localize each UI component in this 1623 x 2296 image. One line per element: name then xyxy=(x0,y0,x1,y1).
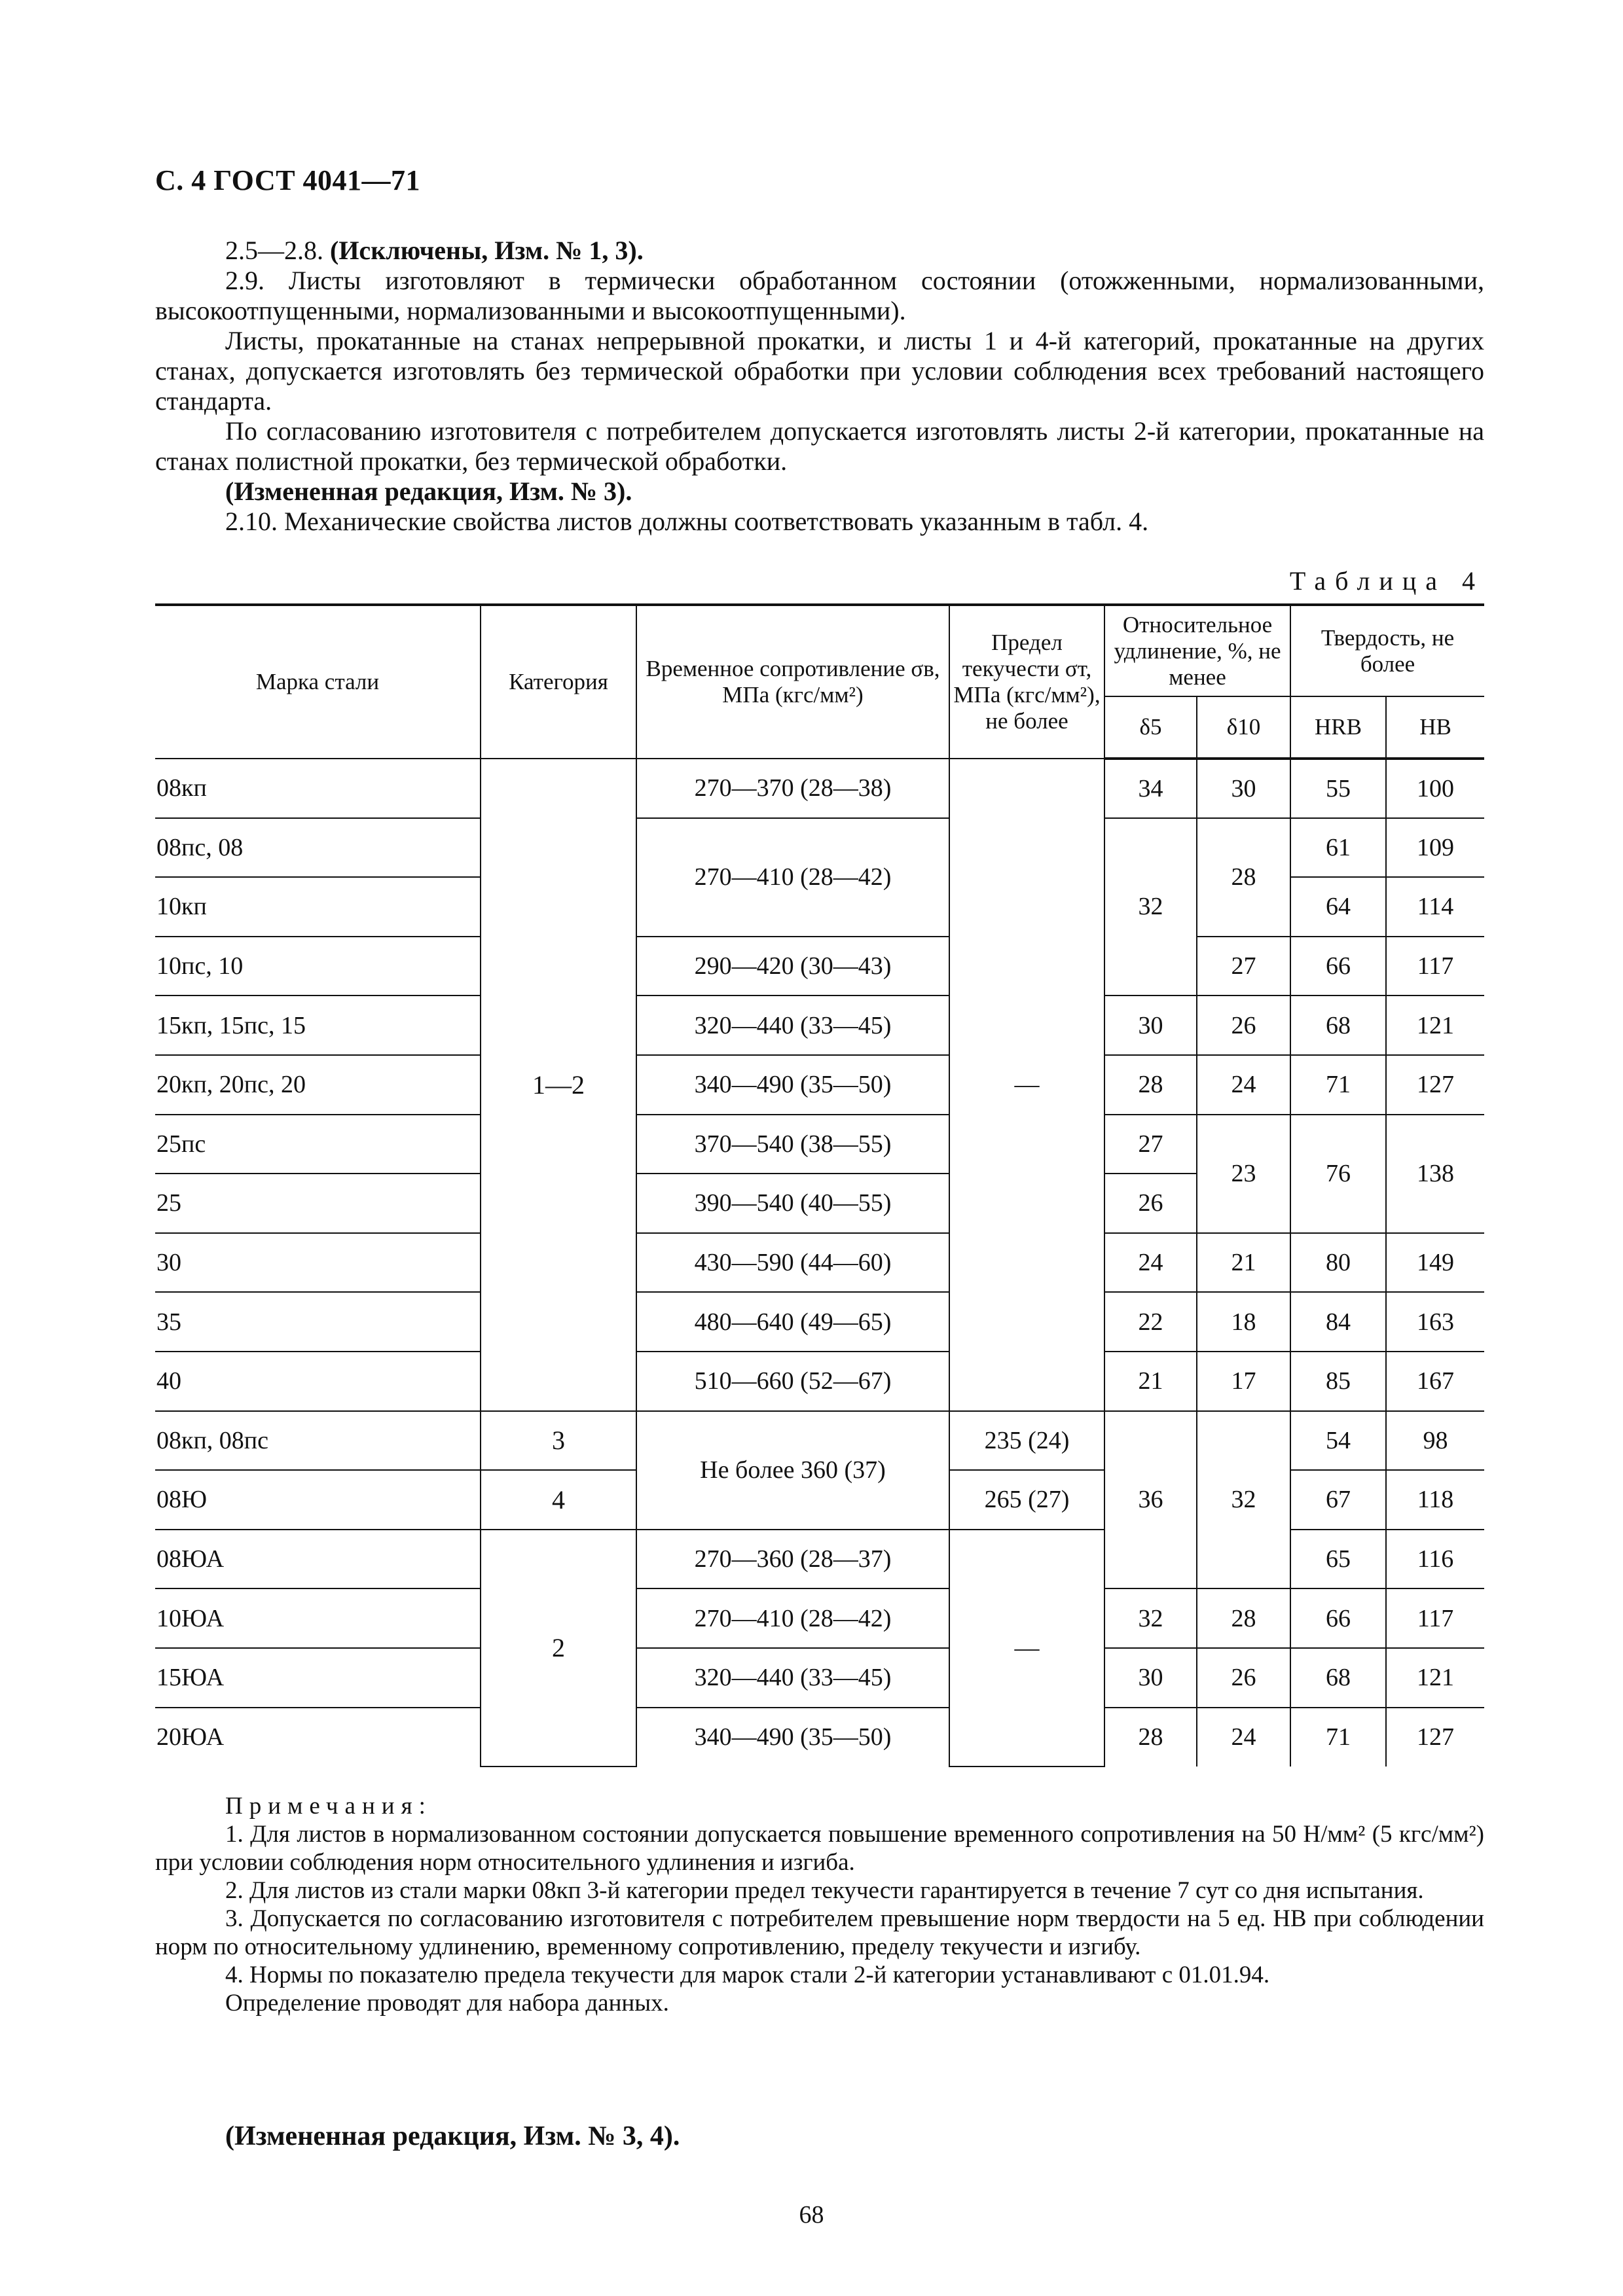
d5-cell: 32 xyxy=(1104,1588,1197,1648)
table-row xyxy=(155,1352,1484,1411)
grade-cell: 25пс xyxy=(155,1115,481,1174)
d5-cell: 32 xyxy=(1104,818,1197,996)
hrb-cell: 80 xyxy=(1290,1233,1386,1293)
grade-cell: 08кп, 08пс xyxy=(155,1411,481,1471)
table-row xyxy=(155,937,1484,996)
paragraph-2-5 xyxy=(155,236,1484,266)
hrb-cell: 76 xyxy=(1290,1115,1386,1233)
d5-cell: 27 xyxy=(1104,1115,1197,1174)
hb-cell: 118 xyxy=(1386,1470,1484,1530)
hb-cell: 117 xyxy=(1386,1588,1484,1648)
tensile-cell: Не более 360 (37) xyxy=(636,1411,949,1530)
hb-cell: 109 xyxy=(1386,818,1484,878)
paragraph-2-10: 2.10. Механические свойства листов должны соответствовать указанным в табл. 4. xyxy=(225,507,1149,536)
yield-cell: — xyxy=(949,1530,1104,1767)
d10-cell: 18 xyxy=(1197,1292,1290,1352)
body-text xyxy=(155,236,1484,537)
mechanical-properties-table xyxy=(155,603,1484,1767)
d10-cell: 28 xyxy=(1197,818,1290,937)
hb-cell: 149 xyxy=(1386,1233,1484,1293)
tensile-cell: 370—540 (38—55) xyxy=(636,1115,949,1174)
paragraph-2-9: 2.9. Листы изготовляют в термически обработанном состоянии (отожженными, нормализованными, высокоотпущенными, нормализованными и высокоотпущенными). xyxy=(155,266,1484,325)
category-cell: 1—2 xyxy=(481,759,636,1411)
hrb-cell: 85 xyxy=(1290,1352,1386,1411)
hb-cell: 167 xyxy=(1386,1352,1484,1411)
table-caption: Таблица 4 xyxy=(1289,566,1484,596)
tensile-cell: 270—410 (28—42) xyxy=(636,1588,949,1648)
tensile-cell: 270—360 (28—37) xyxy=(636,1530,949,1589)
note-3: 3. Допускается по согласованию изготовителя с потребителем превышение норм твердости на 5 ед. НВ при соблюдении норм по относительному удлинению, временному сопротивлению, пределу текучести и изгибу. xyxy=(155,1905,1484,1960)
document-header: С. 4 ГОСТ 4041—71 xyxy=(155,164,421,196)
notes-title: Примечания: xyxy=(225,1793,432,1820)
category-cell: 2 xyxy=(481,1530,636,1767)
hrb-cell: 55 xyxy=(1290,759,1386,818)
tensile-cell: 340—490 (35—50) xyxy=(636,1708,949,1767)
hrb-cell: 61 xyxy=(1290,818,1386,878)
note-4: 4. Нормы по показателю предела текучести для марок стали 2-й категории устанавливают с 01.01.94. xyxy=(225,1962,1270,1988)
d10-cell: 27 xyxy=(1197,937,1290,996)
hrb-cell: 68 xyxy=(1290,1648,1386,1708)
grade-cell: 20кп, 20пс, 20 xyxy=(155,1055,481,1115)
hrb-cell: 71 xyxy=(1290,1708,1386,1767)
hb-cell: 121 xyxy=(1386,1648,1484,1708)
d10-cell: 28 xyxy=(1197,1588,1290,1648)
table-row xyxy=(155,759,1484,818)
paragraph-agreement: По согласованию изготовителя с потребителем допускается изготовлять листы 2-й категории, прокатанные на станах полистной прокатки, без термической обработки. xyxy=(155,416,1484,476)
hrb-cell: 67 xyxy=(1290,1470,1386,1530)
d5-cell: 26 xyxy=(1104,1174,1197,1233)
hb-cell: 127 xyxy=(1386,1055,1484,1115)
table-row xyxy=(155,818,1484,878)
paragraph-amendment: (Измененная редакция, Изм. № 3). xyxy=(225,476,632,506)
yield-cell: — xyxy=(949,759,1104,1411)
hrb-cell: 66 xyxy=(1290,1588,1386,1648)
table-row xyxy=(155,996,1484,1055)
tensile-cell: 480—640 (49—65) xyxy=(636,1292,949,1352)
hrb-cell: 54 xyxy=(1290,1411,1386,1471)
table-row xyxy=(155,1055,1484,1115)
grade-cell: 15кп, 15пс, 15 xyxy=(155,996,481,1055)
d5-cell: 21 xyxy=(1104,1352,1197,1411)
header-hardness: Твердость, не более xyxy=(1290,605,1484,696)
closing-amendment: (Измененная редакция, Изм. № 3, 4). xyxy=(225,2121,680,2151)
table-row xyxy=(155,1411,1484,1471)
table-row xyxy=(155,1292,1484,1352)
grade-cell: 10кп xyxy=(155,877,481,937)
header-grade: Марка стали xyxy=(155,605,481,759)
hrb-cell: 71 xyxy=(1290,1055,1386,1115)
tensile-cell: 390—540 (40—55) xyxy=(636,1174,949,1233)
grade-cell: 08Ю xyxy=(155,1470,481,1530)
grade-cell: 25 xyxy=(155,1174,481,1233)
tensile-cell: 270—370 (28—38) xyxy=(636,759,949,818)
hrb-cell: 84 xyxy=(1290,1292,1386,1352)
table-row xyxy=(155,1648,1484,1708)
header-hrb: HRB xyxy=(1290,696,1386,759)
grade-cell: 08ЮА xyxy=(155,1530,481,1589)
hb-cell: 138 xyxy=(1386,1115,1484,1233)
tensile-cell: 290—420 (30—43) xyxy=(636,937,949,996)
grade-cell: 10ЮА xyxy=(155,1588,481,1648)
table-row xyxy=(155,1708,1484,1767)
table-row xyxy=(155,1233,1484,1293)
hb-cell: 121 xyxy=(1386,996,1484,1055)
d5-cell: 36 xyxy=(1104,1411,1197,1589)
note-1: 1. Для листов в нормализованном состоянии допускается повышение временного сопротивления на 50 Н/мм² (5 кгс/мм²) при условии соблюдения норм относительного удлинения и изгиба. xyxy=(155,1821,1484,1876)
d10-cell: 26 xyxy=(1197,1648,1290,1708)
header-d5: δ5 xyxy=(1104,696,1197,759)
hb-cell: 98 xyxy=(1386,1411,1484,1471)
note-4-continuation: Определение проводят для набора данных. xyxy=(225,1990,669,2017)
header-d10: δ10 xyxy=(1197,696,1290,759)
category-cell: 4 xyxy=(481,1470,636,1530)
tensile-cell: 340—490 (35—50) xyxy=(636,1055,949,1115)
d5-cell: 28 xyxy=(1104,1708,1197,1767)
d10-cell: 30 xyxy=(1197,759,1290,818)
tensile-cell: 320—440 (33—45) xyxy=(636,996,949,1055)
d10-cell: 21 xyxy=(1197,1233,1290,1293)
paragraph-bold-note: (Исключены, Изм. № 1, 3). xyxy=(330,236,644,265)
d5-cell: 30 xyxy=(1104,996,1197,1055)
hrb-cell: 64 xyxy=(1290,877,1386,937)
d10-cell: 26 xyxy=(1197,996,1290,1055)
page-number: 68 xyxy=(799,2201,824,2229)
d10-cell: 24 xyxy=(1197,1708,1290,1767)
grade-cell: 30 xyxy=(155,1233,481,1293)
d10-cell: 17 xyxy=(1197,1352,1290,1411)
d5-cell: 34 xyxy=(1104,759,1197,818)
hrb-cell: 65 xyxy=(1290,1530,1386,1589)
paragraph-rolled-sheets: Листы, прокатанные на станах непрерывной прокатки, и листы 1 и 4-й категорий, прокатанные на других станах, допускается изготовлять без термической обработки при условии соблюдения всех требований настоящего стандарта. xyxy=(155,326,1484,416)
tensile-cell: 270—410 (28—42) xyxy=(636,818,949,937)
d10-cell: 23 xyxy=(1197,1115,1290,1233)
grade-cell: 10пс, 10 xyxy=(155,937,481,996)
header-yield: Предел текучести σт, МПа (кгс/мм²), не более xyxy=(949,605,1104,759)
tensile-cell: 430—590 (44—60) xyxy=(636,1233,949,1293)
table-row xyxy=(155,1115,1484,1174)
grade-cell: 08кп xyxy=(155,759,481,818)
d5-cell: 30 xyxy=(1104,1648,1197,1708)
d5-cell: 22 xyxy=(1104,1292,1197,1352)
tensile-cell: 510—660 (52—67) xyxy=(636,1352,949,1411)
table-row xyxy=(155,1588,1484,1648)
note-2: 2. Для листов из стали марки 08кп 3-й категории предел текучести гарантируется в течение 7 сут со дня испытания. xyxy=(225,1877,1424,1904)
tensile-cell: 320—440 (33—45) xyxy=(636,1648,949,1708)
hb-cell: 127 xyxy=(1386,1708,1484,1767)
hrb-cell: 68 xyxy=(1290,996,1386,1055)
notes-section xyxy=(155,1792,1484,2017)
grade-cell: 15ЮА xyxy=(155,1648,481,1708)
hb-cell: 117 xyxy=(1386,937,1484,996)
d5-cell: 28 xyxy=(1104,1055,1197,1115)
header-category: Категория xyxy=(481,605,636,759)
grade-cell: 08пс, 08 xyxy=(155,818,481,878)
grade-cell: 40 xyxy=(155,1352,481,1411)
hrb-cell: 66 xyxy=(1290,937,1386,996)
d5-cell: 24 xyxy=(1104,1233,1197,1293)
category-cell: 3 xyxy=(481,1411,636,1471)
yield-cell: 265 (27) xyxy=(949,1470,1104,1530)
hb-cell: 163 xyxy=(1386,1292,1484,1352)
hb-cell: 114 xyxy=(1386,877,1484,937)
header-hb: HB xyxy=(1386,696,1484,759)
grade-cell: 20ЮА xyxy=(155,1708,481,1767)
yield-cell: 235 (24) xyxy=(949,1411,1104,1471)
hb-cell: 116 xyxy=(1386,1530,1484,1589)
paragraph-number: 2.5—2.8. xyxy=(225,236,323,265)
hb-cell: 100 xyxy=(1386,759,1484,818)
header-tensile: Временное сопротивление σв, МПа (кгс/мм²) xyxy=(636,605,949,759)
d10-cell: 24 xyxy=(1197,1055,1290,1115)
grade-cell: 35 xyxy=(155,1292,481,1352)
d10-cell: 32 xyxy=(1197,1411,1290,1589)
header-elongation: Относительное удлинение, %, не менее xyxy=(1104,605,1290,696)
